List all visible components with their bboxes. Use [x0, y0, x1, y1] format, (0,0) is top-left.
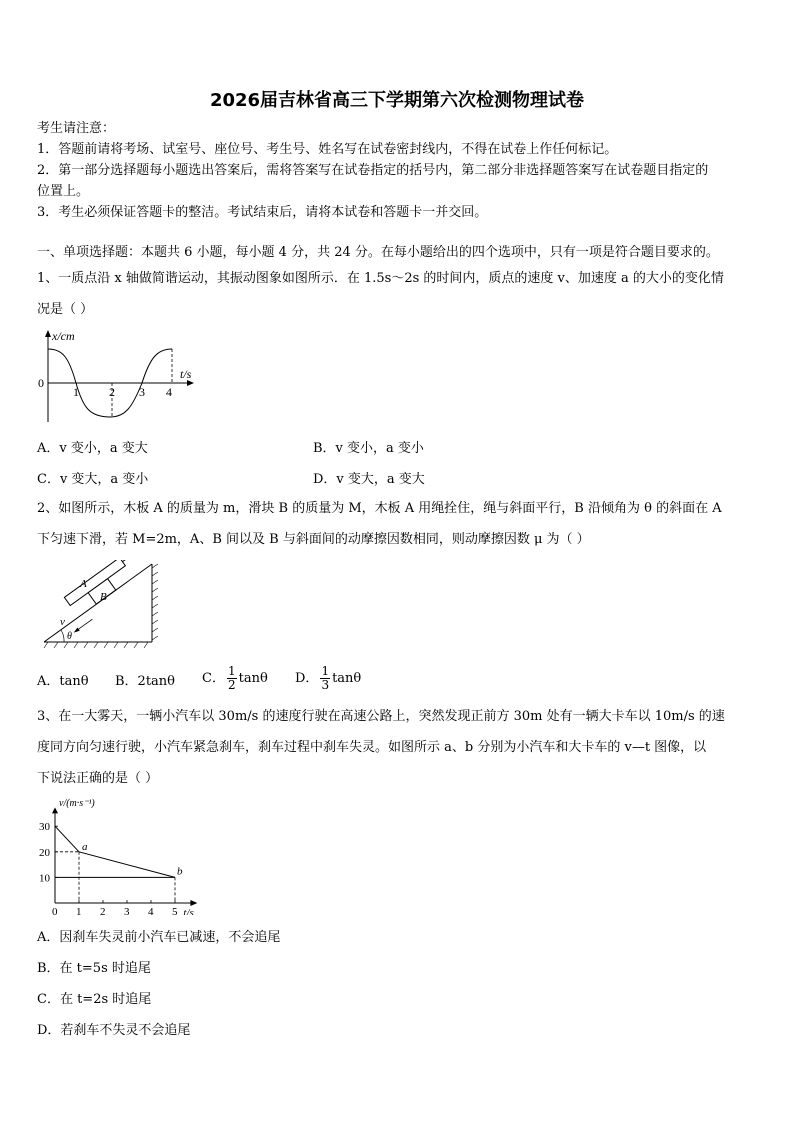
- x-axis-label: t/s: [180, 367, 192, 381]
- x-tick-label: 3: [124, 906, 130, 915]
- y-axis-label: x/cm: [52, 329, 75, 343]
- x-axis-arrow: [190, 900, 197, 906]
- notice-item: 1．答题前请将考场、试室号、座位号、考生号、姓名写在试卷密封线内，不得在试卷上作任何标记。: [37, 142, 618, 157]
- series-label-a: a: [82, 840, 88, 853]
- option-suffix: tanθ: [238, 671, 268, 686]
- q1-option-b: B．v 变小，a 变小: [313, 441, 424, 456]
- notice-heading: 考生请注意：: [37, 121, 116, 136]
- x-tick-label: 2: [100, 906, 106, 915]
- option-prefix: C．: [202, 671, 225, 686]
- q2-option-a: A．tanθ: [37, 674, 89, 689]
- question-3-text: 度同方向匀速行驶，小汽车紧急刹车，刹车过程中刹车失灵。如图所示 a、b 分别为小汽车和大卡车的 v—t 图像，以: [37, 740, 707, 755]
- question-3-text: 3、在一大雾天，一辆小汽车以 30m/s 的速度行驶在高速公路上，突然发现正前方 30m 处有一辆大卡车以 10m/s 的速: [37, 709, 725, 724]
- y-axis-arrow: [52, 807, 58, 813]
- denominator: 3: [321, 678, 330, 692]
- x-tick-label: 0: [52, 906, 58, 915]
- velocity-arrow: [76, 619, 92, 631]
- tick-label: 2: [109, 385, 115, 399]
- q2-option-c: [202, 660, 268, 698]
- numerator: 1: [227, 664, 236, 678]
- q1-option-d: D．v 变大，a 变大: [313, 472, 425, 487]
- page-title: 2026届吉林省高三下学期第六次检测物理试卷: [209, 90, 585, 111]
- q3-vt-chart: [35, 795, 210, 915]
- series-label-b: b: [177, 865, 183, 878]
- question-2-text: 下匀速下滑，若 M=2m，A、B 间以及 B 与斜面间的动摩擦因数相同，则动摩擦因数 μ 为（ ）: [37, 532, 590, 547]
- notice-item: 2．第一部分选择题每小题选出答案后，需将答案写在试卷指定的括号内，第二部分非选择题答案写在试卷题目指定的: [37, 163, 709, 178]
- label-a: A: [80, 578, 87, 590]
- y-tick-label: 20: [39, 846, 50, 859]
- ground-hatching: [44, 642, 148, 648]
- question-1-text: 1、一质点沿 x 轴做简谐运动，其振动图象如图所示．在 1.5s～2s 的时间内，质点的速度 v、加速度 a 的大小的变化情: [37, 271, 724, 286]
- tick-label: 4: [166, 385, 172, 399]
- question-2-text: 2、如图所示，木板 A 的质量为 m，滑块 B 的质量为 M，木板 A 用绳拴住，绳与斜面平行，B 沿倾角为 θ 的斜面在 A: [37, 501, 722, 516]
- velocity-arrowhead: [73, 627, 80, 634]
- q1-oscillation-graph: [32, 328, 202, 428]
- x-tick-label: 5: [172, 906, 178, 915]
- option-prefix: D．: [295, 671, 319, 686]
- section-heading: 一、单项选择题：本题共 6 小题，每小题 4 分，共 24 分。在每小题给出的四个选项中，只有一项是符合题目要求的。: [37, 245, 719, 260]
- q1-option-c: C．v 变大，a 变小: [37, 472, 149, 487]
- fraction: [320, 665, 330, 692]
- notice-item: 位置上。: [37, 184, 90, 199]
- rope: [122, 560, 140, 562]
- q2-option-b: B．2tanθ: [115, 674, 175, 689]
- label-b: B: [100, 591, 107, 603]
- q3-option-b: B．在 t=5s 时追尾: [37, 961, 151, 976]
- tick-label: 1: [73, 385, 79, 399]
- wall-hatching: [152, 564, 158, 640]
- y-axis-label: v/(m·s⁻¹): [59, 798, 95, 809]
- option-suffix: tanθ: [332, 671, 362, 686]
- notice-item: 3．考生必须保证答题卡的整洁。考试结束后，请将本试卷和答题卡一并交回。: [37, 205, 488, 220]
- q3-option-a: A．因刹车失灵前小汽车已减速，不会追尾: [37, 930, 281, 945]
- q2-option-d: [295, 660, 361, 698]
- y-tick-label: 10: [39, 872, 50, 885]
- q2-incline-diagram: [40, 560, 170, 650]
- tick-label: 3: [139, 385, 145, 399]
- q3-option-d: D．若刹车不失灵不会追尾: [37, 1023, 191, 1038]
- q1-option-a: A．v 变小，a 变大: [37, 441, 148, 456]
- fraction: [227, 665, 237, 692]
- label-theta: θ: [67, 631, 72, 642]
- denominator: 2: [227, 678, 236, 692]
- question-1-text: 况是（ ）: [37, 302, 94, 317]
- angle-arc: [61, 630, 64, 642]
- x-axis-label: t/s: [183, 907, 194, 915]
- origin-label: 0: [38, 376, 44, 390]
- y-axis-arrow: [45, 330, 51, 337]
- numerator: 1: [321, 664, 330, 678]
- x-tick-label: 4: [148, 906, 154, 915]
- x-tick-label: 1: [76, 906, 82, 915]
- q3-option-c: C．在 t=2s 时追尾: [37, 992, 152, 1007]
- question-3-text: 下说法正确的是（ ）: [37, 771, 159, 786]
- label-v: v: [60, 616, 65, 628]
- y-tick-label: 30: [39, 821, 50, 834]
